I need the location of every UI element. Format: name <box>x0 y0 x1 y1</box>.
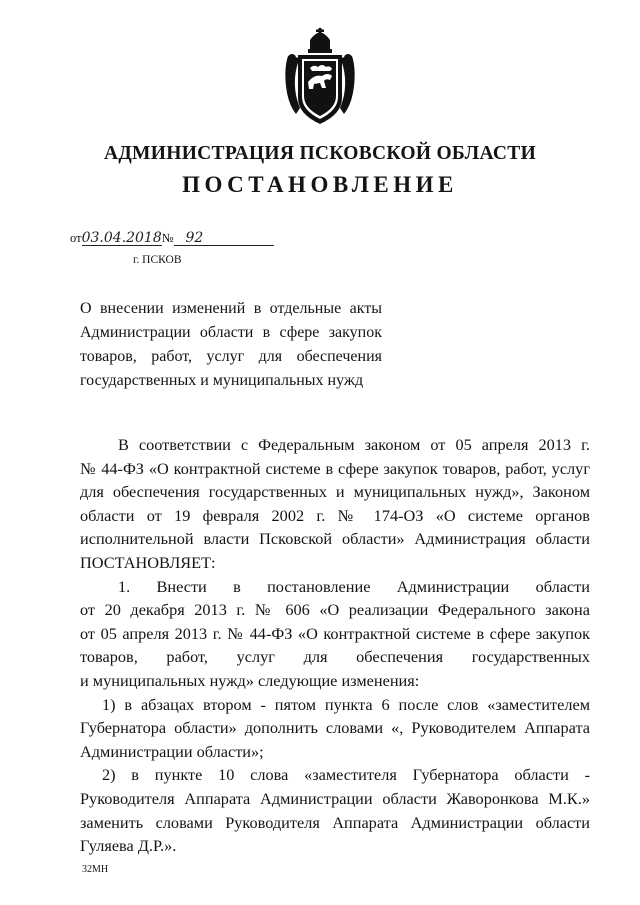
footer-code: 32МН <box>82 864 109 875</box>
body-line: 1. Внести в постановление Администрации области <box>118 576 590 596</box>
body-line: для обеспечения государственных и муниципальных нужд», Законом <box>80 482 590 502</box>
body-line: ПОСТАНОВЛЯЕТ: <box>80 552 216 572</box>
subject-line: государственных и муниципальных нужд <box>80 372 364 389</box>
subject-line: Администрации области в сфере закупок <box>80 324 382 341</box>
document-type-title: ПОСТАНОВЛЕНИЕ <box>182 172 458 197</box>
subject-line: О внесении изменений в отдельные акты <box>80 300 382 317</box>
body-line: товаров, работ, услуг для обеспечения государственных <box>80 647 590 667</box>
body-line: от 20 декабря 2013 г. № 606 «О реализации Федерального закона <box>80 600 590 620</box>
body-line: № 44-ФЗ «О контрактной системе в сфере закупок товаров, работ, услуг <box>80 458 590 478</box>
body-line: исполнительной власти Псковской области» Администрация области <box>80 529 590 549</box>
body-line: области от 19 февраля 2002 г. № 174-ОЗ «О системе органов <box>80 505 590 525</box>
body-line: и муниципальных нужд» следующие изменения: <box>80 670 420 690</box>
coat-of-arms-icon <box>280 28 360 128</box>
body-line: заменить словами Руководителя Аппарата Администрации области <box>80 812 590 832</box>
body-line: Руководителя Аппарата Администрации области Жаворонкова М.К.» <box>80 788 590 808</box>
number-prefix: № <box>161 231 174 245</box>
subject-line: товаров, работ, услуг для обеспечения <box>80 348 382 365</box>
registration-line <box>70 231 274 246</box>
document-subject <box>80 297 382 393</box>
body-line: 1) в абзацах втором - пятом пункта 6 после слов «заместителем <box>102 694 590 714</box>
organization-title: АДМИНИСТРАЦИЯ ПСКОВСКОЙ ОБЛАСТИ <box>103 143 537 164</box>
document-body <box>80 433 590 858</box>
city-label: г. ПСКОВ <box>133 254 182 266</box>
body-line: Губернатора области» дополнить словами «, Руководителем Аппарата <box>80 718 590 738</box>
body-line: от 05 апреля 2013 г. № 44-ФЗ «О контрактной системе в сфере закупок <box>80 623 590 643</box>
body-line: Гуляева Д.Р.». <box>80 836 177 856</box>
body-line: В соответствии с Федеральным законом от 05 апреля 2013 г. <box>118 435 590 454</box>
document-date: 03.04.2018 <box>81 230 162 246</box>
document-number: 92 <box>174 231 274 246</box>
body-line: 2) в пункте 10 слова «заместителя Губернатора области - <box>102 765 590 785</box>
body-line: Администрации области»; <box>80 741 264 761</box>
date-prefix: от <box>70 231 82 245</box>
